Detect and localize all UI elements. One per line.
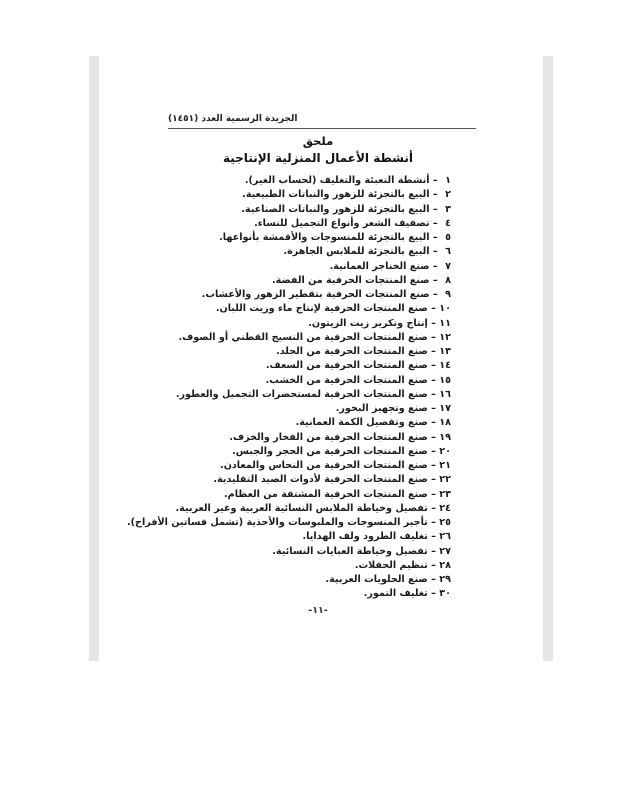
list-item	[127, 260, 451, 274]
item-text: صنع المنتجات الحرفية من الجلد.	[276, 346, 428, 357]
item-separator: –	[427, 403, 440, 414]
list-item	[127, 530, 451, 544]
item-separator: –	[429, 260, 441, 272]
list-item	[127, 345, 451, 359]
item-separator: –	[429, 289, 441, 300]
item-separator: –	[427, 445, 440, 457]
list-item	[127, 174, 451, 188]
item-text: تفصيل وخياطة الملابس النسائية العربية وغير العربية.	[175, 502, 428, 514]
item-text: أنشطة التعبئة والتغليف (لحساب الغير).	[244, 175, 430, 186]
item-number: ١٠	[439, 303, 451, 315]
running-header	[168, 114, 476, 129]
item-number: ١٨	[439, 417, 451, 429]
item-separator: –	[427, 545, 440, 557]
item-separator: –	[429, 246, 441, 258]
item-separator: –	[427, 588, 440, 600]
item-separator: –	[427, 303, 440, 315]
item-separator: –	[427, 488, 440, 500]
item-number: ٤	[445, 217, 451, 229]
item-separator: –	[429, 189, 441, 201]
item-separator: –	[427, 346, 440, 357]
item-number: ٢	[445, 189, 451, 201]
item-number: ١٥	[439, 374, 451, 386]
item-number: ٢٩	[439, 574, 451, 585]
item-text: تأجير المنسوجات والملبوسات والأحذية (تشمل فساتين الأفراح).	[127, 517, 428, 528]
item-separator: –	[427, 431, 440, 443]
list-item	[127, 545, 451, 559]
list-item	[127, 302, 451, 316]
item-number: ٢٦	[439, 531, 451, 543]
list-item	[127, 288, 451, 302]
item-text: البيع بالتجزئة للزهور والنباتات الصناعية.	[241, 203, 430, 215]
item-number: ١٧	[439, 403, 451, 414]
item-text: البيع بالتجزئة للملابس الجاهزة.	[283, 246, 430, 258]
item-separator: –	[429, 274, 441, 286]
item-text: صنع المنتجات الحرفية من السعف.	[265, 360, 428, 372]
item-number: ٥	[445, 232, 451, 243]
list-item	[127, 388, 451, 402]
item-text: صنع المنتجات الحرفية من النسيج القطني أو الصوف.	[178, 331, 428, 343]
item-number: ٢١	[439, 460, 451, 471]
item-text: صنع الحلويات العربية.	[325, 574, 428, 585]
item-separator: –	[427, 517, 440, 528]
list-item	[127, 331, 451, 345]
item-text: صنع المنتجات الحرفية لإنتاج ماء وزيت اللبان.	[215, 303, 428, 315]
item-number: ٢٨	[439, 559, 451, 571]
list-item	[127, 317, 451, 331]
item-number: ١٦	[439, 388, 451, 400]
list-item	[127, 559, 451, 573]
list-item	[127, 516, 451, 530]
item-separator: –	[429, 217, 441, 229]
item-separator: –	[427, 360, 440, 372]
list-item	[127, 217, 451, 231]
item-separator: –	[429, 203, 441, 215]
list-item	[127, 231, 451, 245]
item-separator: –	[427, 574, 440, 585]
item-separator: –	[427, 388, 440, 400]
item-separator: –	[427, 417, 440, 429]
list-item	[127, 431, 451, 445]
item-text: صنع المنتجات الحرفية من النحاس والمعادن.	[220, 460, 428, 471]
list-item	[127, 274, 451, 288]
list-item	[127, 488, 451, 502]
item-text: تغليف التمور.	[363, 588, 428, 600]
item-text: صنع المنتجات الحرفية لمستحضرات التجميل والعطور.	[175, 388, 428, 400]
item-number: ٢٣	[439, 488, 451, 500]
item-text: صنع الخناجر العمانية.	[329, 260, 430, 272]
page-subtitle: أنشطة الأعمال المنزلية الإنتاجية	[222, 151, 414, 165]
list-item	[127, 203, 451, 217]
item-number: ١	[445, 175, 451, 186]
list-item	[127, 459, 451, 473]
item-text: البيع بالتجزئة للزهور والنباتات الطبيعية.	[242, 189, 430, 201]
item-number: ٣٠	[439, 588, 451, 600]
item-number: ٣	[445, 203, 451, 215]
item-number: ٢٠	[439, 445, 451, 457]
item-text: صنع المنتجات الحرفية بتقطير الزهور والأعشاب.	[201, 289, 430, 300]
page-number: -١١-	[308, 605, 328, 616]
item-number: ٢٧	[439, 545, 451, 557]
list-item	[127, 188, 451, 202]
item-text: صنع المنتجات الحرفية من الحجر والجبس.	[232, 445, 428, 457]
item-number: ٢٤	[439, 502, 451, 514]
item-separator: –	[427, 374, 440, 386]
list-item	[127, 402, 451, 416]
item-number: ٧	[445, 260, 451, 272]
item-text: صنع المنتجات الحرفية من الفخار والخزف.	[229, 431, 428, 443]
item-number: ١٩	[439, 431, 451, 443]
page-title: ملحق	[302, 134, 334, 148]
item-text: صنع وتجهيز البخور.	[335, 403, 428, 414]
item-text: تصفيف الشعر وأنواع التجميل للنساء.	[254, 217, 430, 229]
item-number: ١١	[439, 317, 451, 329]
list-item	[127, 587, 451, 601]
item-number: ٩	[445, 289, 451, 300]
item-separator: –	[427, 331, 440, 343]
item-separator: –	[427, 502, 440, 514]
activities-list	[127, 174, 451, 602]
list-item	[127, 573, 451, 587]
item-number: ٦	[445, 246, 451, 258]
item-number: ١٣	[439, 346, 451, 357]
item-number: ١٤	[439, 360, 451, 372]
item-separator: –	[427, 460, 440, 471]
item-number: ٨	[445, 274, 451, 286]
item-text: صنع المنتجات الحرفية المشتقة من العظام.	[224, 488, 428, 500]
item-separator: –	[427, 559, 440, 571]
item-text: البيع بالتجزئة للمنسوجات والأقمشة بأنواعها.	[219, 232, 430, 243]
item-separator: –	[427, 474, 440, 486]
item-text: تنظيم الحفلات.	[354, 559, 428, 571]
list-item	[127, 245, 451, 259]
item-text: تغليف الطرود ولف الهدايا.	[302, 531, 428, 543]
list-item	[127, 445, 451, 459]
item-text: تفصيل وخياطة العبايات النسائية.	[272, 545, 428, 557]
list-item	[127, 374, 451, 388]
item-text: صنع المنتجات الحرفية لأدوات الصيد التقليدية.	[213, 474, 428, 486]
item-number: ٢٥	[439, 517, 451, 528]
item-separator: –	[427, 317, 440, 329]
item-text: صنع وتفصيل الكمة العمانية.	[295, 417, 428, 429]
header-text: الجريدة الرسمية العدد (١٤٥١)	[168, 114, 298, 124]
item-text: صنع المنتجات الحرفية من الفضة.	[272, 274, 430, 286]
list-item	[127, 502, 451, 516]
list-item	[127, 473, 451, 487]
item-number: ٢٢	[439, 474, 451, 486]
item-separator: –	[427, 531, 440, 543]
item-text: إنتاج وتكرير زيت الزيتون.	[308, 317, 428, 329]
item-separator: –	[429, 175, 441, 186]
list-item	[127, 416, 451, 430]
item-text: صنع المنتجات الحرفية من الخشب.	[265, 374, 428, 386]
item-separator: –	[429, 232, 441, 243]
item-number: ١٢	[439, 331, 451, 343]
list-item	[127, 359, 451, 373]
